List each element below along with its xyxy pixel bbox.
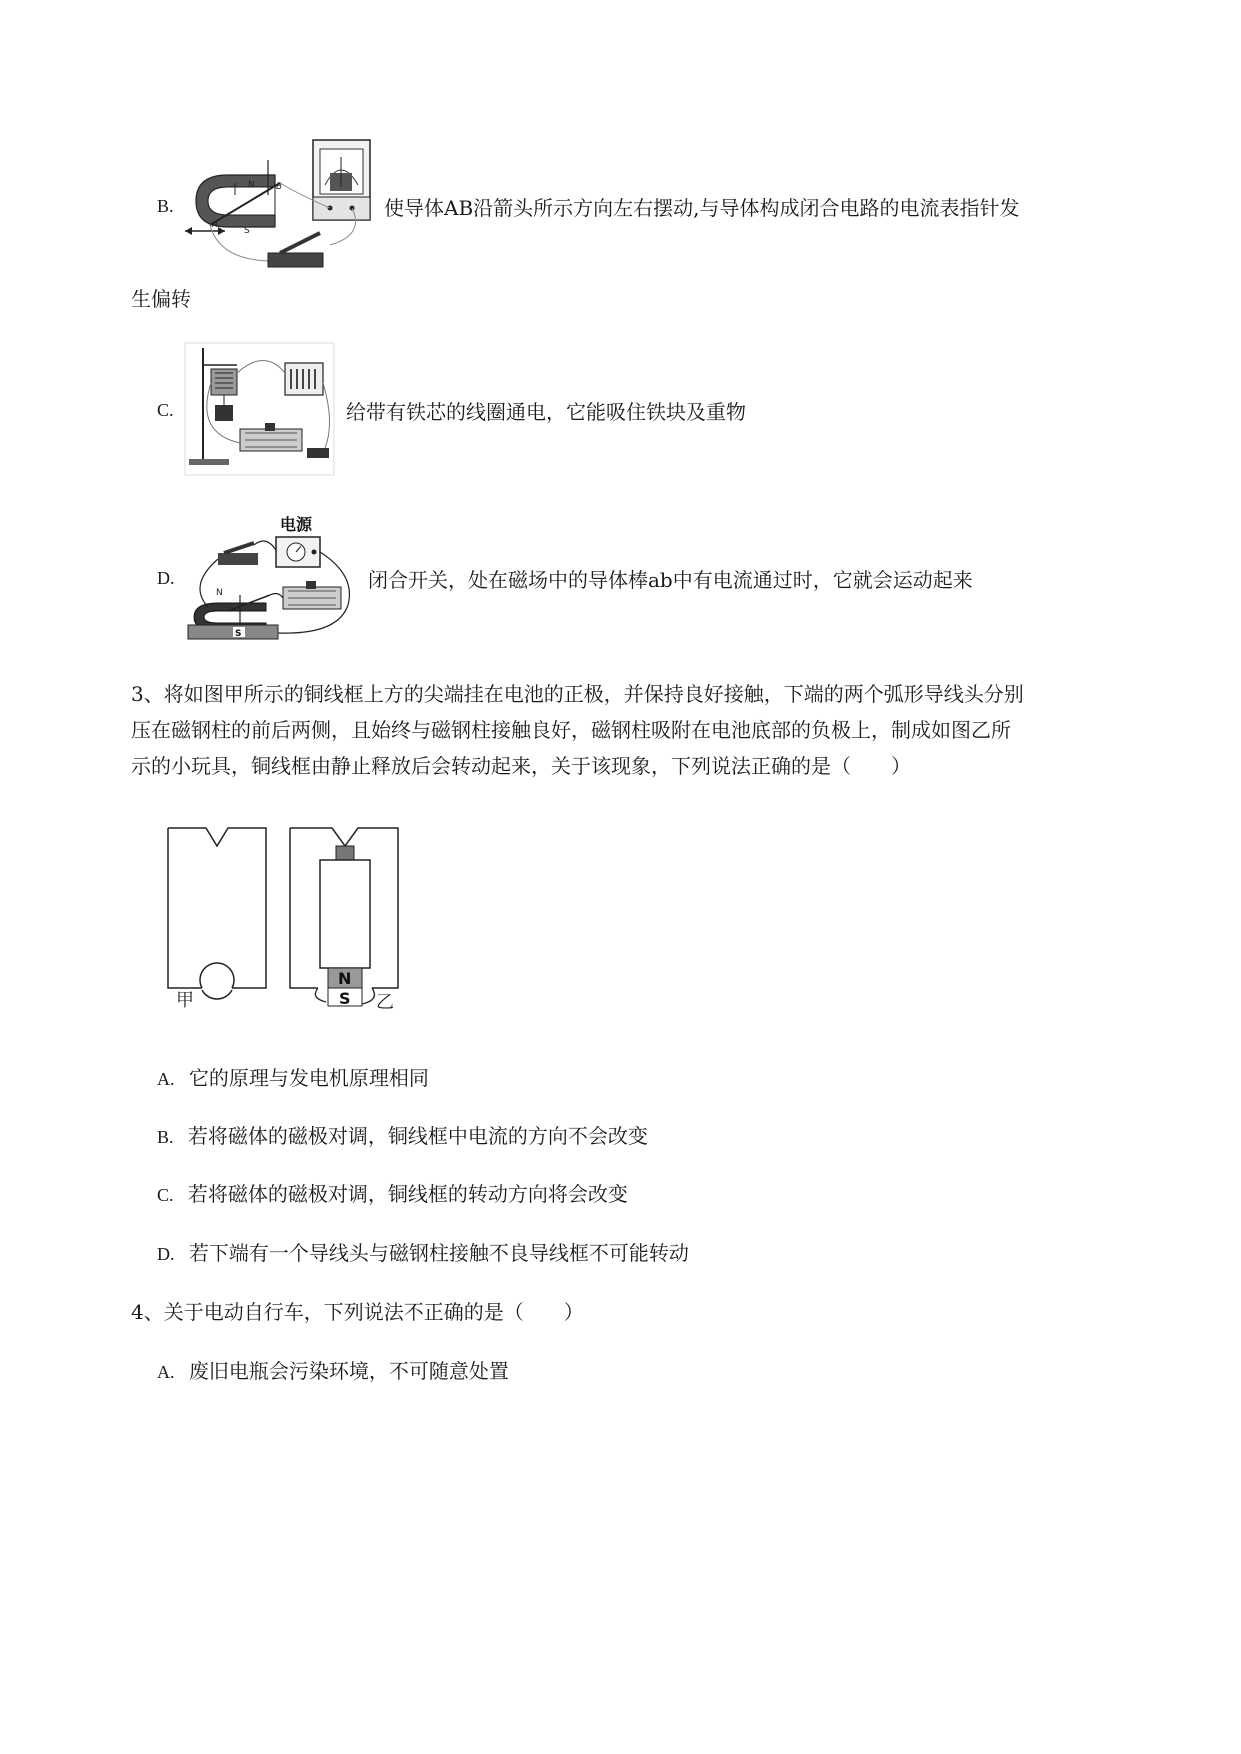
q4-option-a: A. 废旧电瓶会污染环境，不可随意处置 bbox=[157, 1359, 509, 1383]
fig-label-s: S bbox=[244, 226, 250, 236]
fig-label-n: N bbox=[248, 180, 255, 190]
fig-label-a: A bbox=[212, 220, 219, 230]
option-text: 给带有铁芯的线圈通电，它能吸住铁块及重物 bbox=[346, 400, 746, 424]
figure-b-electromagnetic-induction bbox=[180, 135, 375, 270]
fig-label-n: N bbox=[216, 588, 223, 598]
q3-option-d: D. 若下端有一个导线头与磁钢柱接触不良导线框不可能转动 bbox=[157, 1241, 689, 1265]
q3-stem-line1: 3、将如图甲所示的铜线框上方的尖端挂在电池的正极，并保持良好接触，下端的两个弧形导线头分别 bbox=[131, 682, 1024, 706]
fig-label-s: S bbox=[235, 629, 242, 639]
q3-option-c: C. 若将磁体的磁极对调，铜线框的转动方向将会改变 bbox=[157, 1182, 628, 1206]
q3-figure-copper-frame bbox=[160, 820, 410, 1015]
fig-label-jia: 甲 bbox=[176, 990, 194, 1011]
figure-d-motor-principle bbox=[188, 515, 353, 642]
figure-c-electromagnet bbox=[185, 343, 335, 476]
q3-stem-line3: 示的小玩具，铜线框由静止释放后会转动起来，关于该现象，下列说法正确的是（ ） bbox=[131, 754, 911, 778]
fig-power-label: 电源 bbox=[280, 515, 313, 534]
fig-label-b: B bbox=[276, 182, 283, 192]
q3-stem-line2: 压在磁钢柱的前后两侧，且始终与磁钢柱接触良好，磁钢柱吸附在电池底部的负极上，制成如图乙所 bbox=[131, 718, 1011, 742]
fig-label-s: S bbox=[339, 989, 351, 1008]
option-label: D. bbox=[157, 568, 175, 588]
q3-option-a: A. 它的原理与发电机原理相同 bbox=[157, 1066, 429, 1090]
q4-stem: 4、关于电动自行车，下列说法不正确的是（ ） bbox=[131, 1300, 584, 1324]
option-label: B. bbox=[157, 196, 174, 216]
option-text: 闭合开关，处在磁场中的导体棒ab中有电流通过时，它就会运动起来 bbox=[368, 568, 973, 592]
fig-label-n: N bbox=[338, 969, 352, 988]
option-text-line2: 生偏转 bbox=[131, 287, 191, 311]
option-text-line1: 使导体AB沿箭头所示方向左右摆动,与导体构成闭合电路的电流表指针发 bbox=[384, 196, 1020, 220]
q3-option-b: B. 若将磁体的磁极对调，铜线框中电流的方向不会改变 bbox=[157, 1124, 648, 1148]
fig-label-yi: 乙 bbox=[376, 992, 394, 1013]
option-label: C. bbox=[157, 400, 174, 420]
